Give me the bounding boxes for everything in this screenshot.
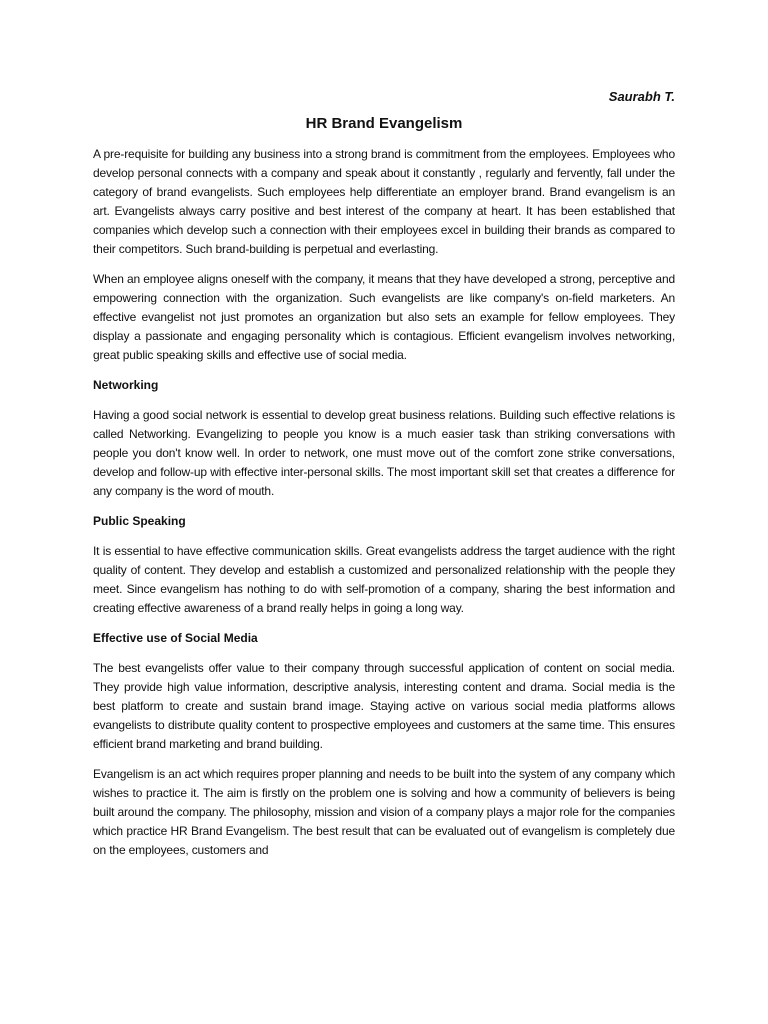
heading-social-media: Effective use of Social Media: [93, 631, 258, 645]
paragraph-intro: A pre-requisite for building any business into a strong brand is commitment from the employees. Employees who develop personal connects with a company and speak about it constantly , regularly and fervently, fall under the category of brand evangelists. Such employees help differentiate an employer brand. Brand evangelism is an art. Evangelists always carry positive and best interest of the company at heart. It has been established that companies which develop such a connection with their employees excel in building their brands as compared to their competitors. Such brand-building is perpetual and everlasting.: [93, 147, 675, 256]
paragraph-conclusion: Evangelism is an act which requires proper planning and needs to be built into the system of any company which wishes to practice it. The aim is firstly on the problem one is solving and how a community of believers is being built around the company. The philosophy, mission and vision of a company plays a major role for the companies which practice HR Brand Evangelism. The best result that can be evaluated out of evangelism is completely due on the employees, customers and: [93, 767, 675, 857]
author-name: Saurabh T.: [608, 89, 675, 104]
document-page: [93, 88, 675, 871]
document-title: HR Brand Evangelism: [305, 115, 463, 132]
paragraph-public-speaking: It is essential to have effective communication skills. Great evangelists address the target audience with the right quality of content. They develop and establish a customized and personalized relationship with the people they meet. Since evangelism has nothing to do with self-promotion of a company, sharing the best information and creating effective awareness of a brand really helps in going a long way.: [93, 544, 675, 615]
paragraph-alignment: When an employee aligns oneself with the company, it means that they have developed a strong, perceptive and empowering connection with the organization. Such evangelists are like company's on-field marketers. An effective evangelist not just promotes an organization but also sets an example for fellow employees. They display a passionate and engaging personality which is contagious. Efficient evangelism involves networking, great public speaking skills and effective use of social media.: [93, 272, 675, 362]
heading-networking: Networking: [93, 378, 159, 392]
paragraph-social-media: The best evangelists offer value to their company through successful application of content on social media. They provide high value information, descriptive analysis, interesting content and drama. Social media is the best platform to create and sustain brand image. Staying active on various social media platforms allows evangelists to distribute quality content to prospective employees and customers at the same time. This ensures efficient brand marketing and brand building.: [93, 661, 675, 751]
heading-public-speaking: Public Speaking: [93, 514, 186, 528]
paragraph-networking: Having a good social network is essential to develop great business relations. Building such effective relations is called Networking. Evangelizing to people you know is a much easier task than striking conversations with people you don't know well. In order to network, one must move out of the comfort zone strike conversations, develop and follow-up with effective inter-personal skills. The most important skill set that creates a difference for any company is the word of mouth.: [93, 408, 675, 498]
